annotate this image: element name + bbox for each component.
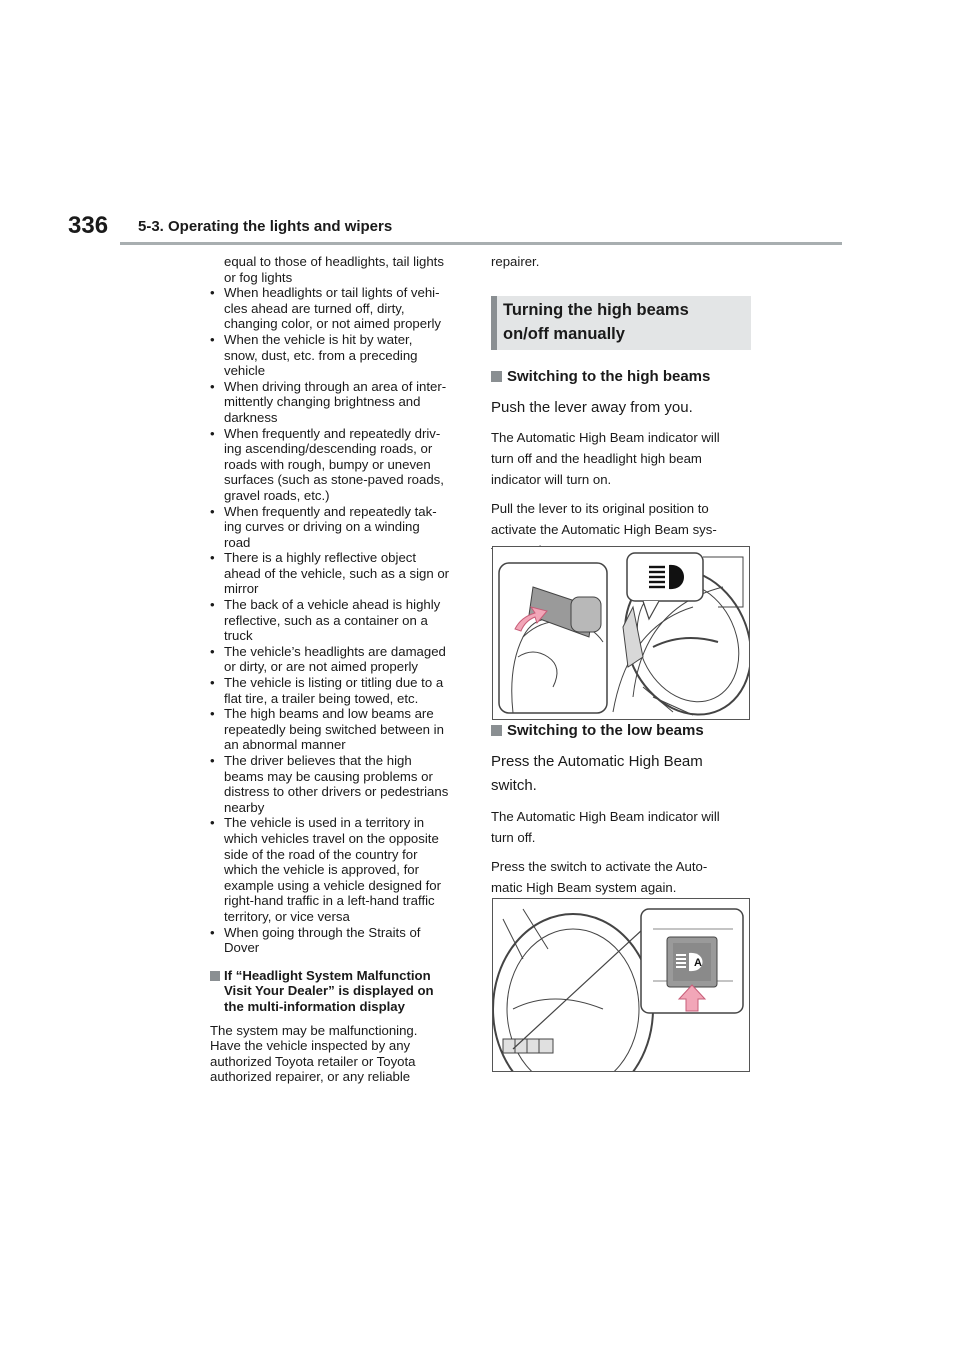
bullet-icon: • [210, 675, 215, 691]
condition-line: changing color, or not aimed properly [224, 316, 441, 332]
condition-line: repeatedly being switched between in [224, 721, 444, 737]
lead-line: switch. [491, 777, 537, 794]
bullet-icon: • [210, 378, 215, 394]
left-column [210, 254, 468, 1085]
section-title: 5-3. Operating the lights and wipers [138, 218, 393, 235]
high-beams-lead: Push the lever away from you. [491, 398, 693, 416]
condition-line: territory, or vice versa [224, 908, 350, 924]
section-heading-line: Turning the high beams [503, 300, 689, 319]
condition-line: ing curves or driving on a winding [224, 519, 420, 535]
bullet-icon: • [210, 643, 215, 659]
malfunction-text-line: The system may be malfunctioning. [210, 1022, 418, 1038]
high-beams-body1 [491, 427, 751, 490]
condition-line: nearby [224, 799, 265, 815]
right-column [491, 254, 751, 561]
condition-item [210, 504, 468, 551]
bullet-icon: • [210, 597, 215, 613]
condition-line: or fog lights [224, 269, 293, 285]
condition-line: mirror [224, 581, 259, 597]
low-beams-title: Switching to the low beams [507, 722, 704, 739]
page-header [120, 0, 842, 246]
malfunction-text [210, 1023, 468, 1085]
lead-line: Press the Automatic High Beam [491, 753, 703, 770]
condition-line: The high beams and low beams are [224, 706, 434, 722]
condition-line: The back of a vehicle ahead is highly [224, 597, 441, 613]
condition-line: The vehicle is listing or titling due to a [224, 675, 444, 691]
malfunction-text-line: Have the vehicle inspected by any [210, 1038, 411, 1054]
condition-item [210, 550, 468, 597]
condition-line: right-hand traffic in a left-hand traffic [224, 893, 435, 909]
square-marker-icon [210, 971, 220, 981]
condition-item [210, 332, 468, 379]
malfunction-heading-line: the multi-information display [224, 998, 405, 1014]
auto-letter: A [694, 957, 702, 969]
condition-item [210, 675, 468, 706]
conditions-list [210, 254, 468, 956]
condition-item [210, 597, 468, 644]
malfunction-heading-line: Visit Your Dealer” is displayed on [224, 983, 434, 999]
condition-line: The driver believes that the high [224, 753, 412, 768]
malfunction-heading [210, 968, 468, 1015]
condition-item [210, 254, 468, 285]
bullet-icon: • [210, 550, 215, 566]
condition-line: or dirty, or are not aimed properly [224, 659, 418, 675]
condition-line: Dover [224, 940, 260, 956]
condition-line: The vehicle is used in a territory in [224, 815, 425, 831]
condition-item [210, 706, 468, 753]
bullet-icon: • [210, 815, 215, 831]
condition-line: an abnormal manner [224, 737, 346, 753]
condition-line: When the vehicle is hit by water, [224, 331, 413, 347]
square-marker-icon [491, 725, 502, 736]
condition-line: ahead of the vehicle, such as a sign or [224, 565, 450, 581]
condition-item [210, 285, 468, 332]
body-line: matic High Beam system again. [491, 880, 677, 895]
low-beams-body2 [491, 856, 751, 898]
switch-illustration [492, 898, 750, 1072]
condition-line: When going through the Straits of [224, 924, 421, 940]
body-line: The Automatic High Beam indicator will [491, 429, 720, 445]
condition-item [210, 753, 468, 815]
condition-line: distress to other drivers or pedestrians [224, 784, 449, 800]
body-line: Pull the lever to its original position to [491, 500, 709, 516]
condition-line: flat tire, a trailer being towed, etc. [224, 690, 419, 706]
condition-line: roads with rough, bumpy or uneven [224, 456, 431, 472]
body-line: activate the Automatic High Beam sys- [491, 521, 717, 537]
low-beams-section [491, 722, 751, 898]
low-beams-heading [491, 722, 751, 740]
header-rule [120, 242, 842, 245]
switch-drawing [493, 899, 749, 1071]
high-beams-title: Switching to the high beams [507, 367, 711, 385]
condition-line: which the vehicle is approved, for [224, 862, 419, 878]
condition-line: There is a highly reflective object [224, 550, 417, 566]
bullet-icon: • [210, 285, 215, 301]
condition-item [210, 925, 468, 956]
bullet-icon: • [210, 753, 215, 768]
condition-item [210, 815, 468, 924]
condition-line: mittently changing brightness and [224, 394, 421, 410]
condition-line: When driving through an area of inter- [224, 378, 447, 394]
condition-line: which vehicles travel on the opposite [224, 830, 439, 846]
condition-line: cles ahead are turned off, dirty, [224, 300, 405, 316]
condition-line: truck [224, 628, 253, 644]
condition-line: side of the road of the country for [224, 846, 418, 862]
condition-line: When frequently and repeatedly driv- [224, 425, 441, 441]
body-line: indicator will turn on. [491, 471, 612, 487]
page-number: 336 [68, 212, 109, 239]
malfunction-heading-line: If “Headlight System Malfunction [224, 967, 431, 983]
malfunction-text-line: authorized repairer, or any reliable [210, 1069, 411, 1085]
condition-line: gravel roads, etc.) [224, 487, 330, 503]
low-beams-lead [491, 750, 751, 798]
condition-line: The vehicle’s headlights are damaged [224, 643, 446, 659]
body-line: turn off and the headlight high beam [491, 450, 702, 466]
condition-line: reflective, such as a container on a [224, 612, 428, 628]
condition-line: road [224, 534, 251, 550]
condition-line: When headlights or tail lights of vehi- [224, 285, 440, 301]
condition-line: beams may be causing problems or [224, 768, 433, 784]
section-heading-line: on/off manually [503, 324, 625, 343]
condition-line: surfaces (such as stone-paved roads, [224, 472, 444, 488]
bullet-icon: • [210, 425, 215, 441]
malfunction-text-line: authorized Toyota retailer or Toyota [210, 1053, 416, 1069]
body-line: Press the switch to activate the Auto- [491, 859, 708, 874]
bullet-icon: • [210, 924, 215, 940]
condition-line: ing ascending/descending roads, or [224, 441, 433, 457]
bullet-icon: • [210, 331, 215, 347]
section-heading-box [491, 296, 751, 350]
low-beams-body1 [491, 806, 751, 848]
lever-illustration [492, 546, 750, 720]
condition-line: snow, dust, etc. from a preceding [224, 347, 418, 363]
condition-line: example using a vehicle designed for [224, 877, 441, 893]
condition-item [210, 644, 468, 675]
condition-item [210, 426, 468, 504]
square-marker-icon [491, 371, 502, 382]
continuation-text: repairer. [491, 254, 540, 269]
bullet-icon: • [210, 503, 215, 519]
condition-line: When frequently and repeatedly tak- [224, 503, 437, 519]
high-beams-heading [491, 368, 751, 386]
condition-line: vehicle [224, 363, 266, 379]
bullet-icon: • [210, 706, 215, 722]
condition-line: equal to those of headlights, tail lights [224, 254, 444, 269]
lever-drawing [493, 547, 749, 719]
body-line: turn off. [491, 830, 536, 845]
condition-item [210, 379, 468, 426]
condition-line: darkness [224, 409, 278, 425]
body-line: The Automatic High Beam indicator will [491, 809, 720, 824]
